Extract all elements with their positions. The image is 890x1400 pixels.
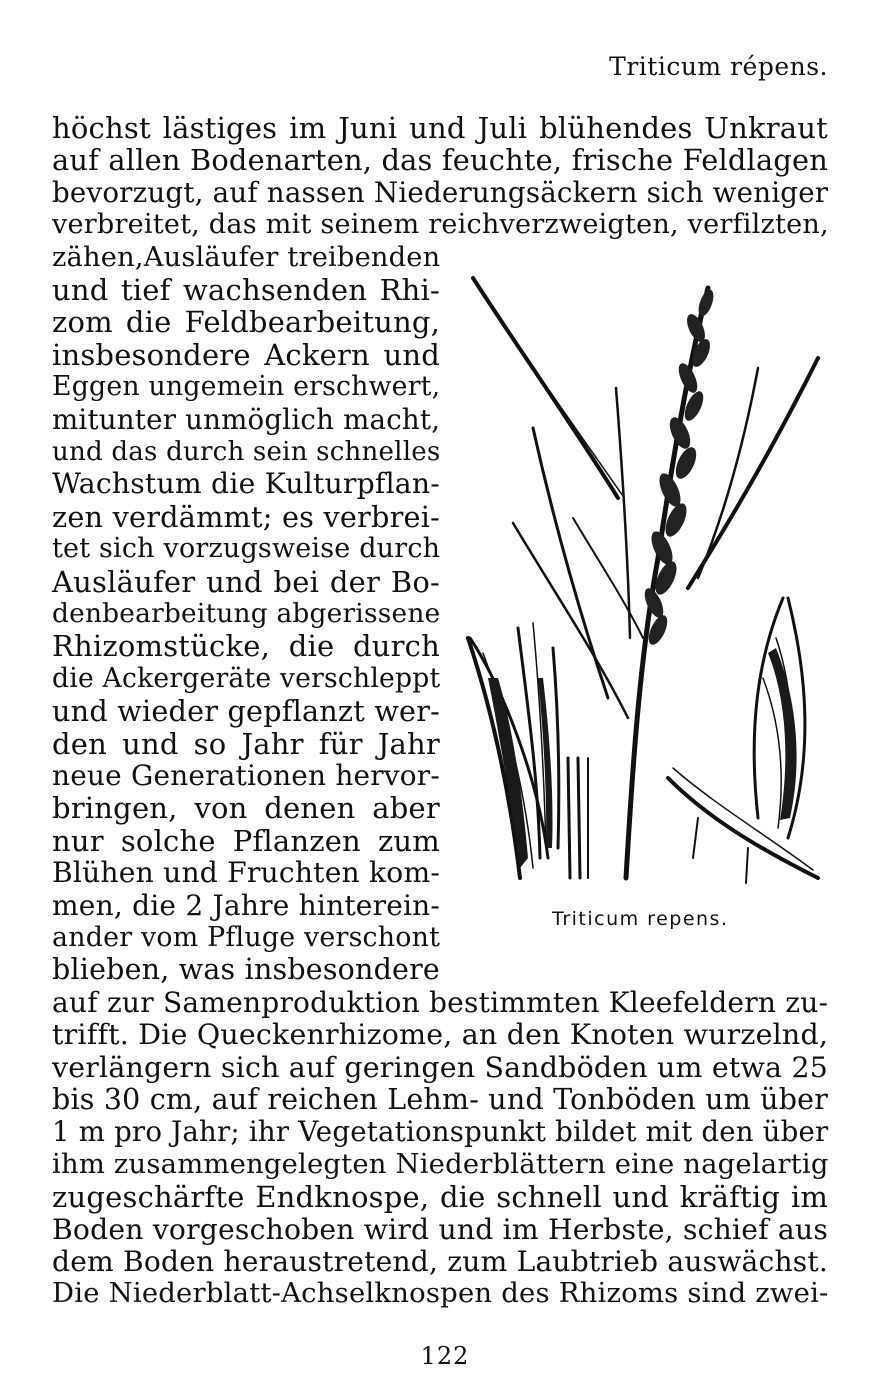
text-line: blieben, was insbesondere [52, 953, 440, 987]
text-line: bringen, von denen aber [52, 791, 440, 826]
text-line: verbreitet, das mit seinem reichverzweigten, verfilzten, [52, 209, 829, 241]
text-line: auf zur Samenproduktion bestimmten Kleefeldern zu- [52, 985, 829, 1019]
page-number: 122 [420, 1342, 470, 1370]
text-line: bis 30 cm, auf reichen Lehm- und Tonböden um über [52, 1083, 829, 1116]
text-line: zugeschärfte Endknospe, die schnell und kräftig im [52, 1180, 829, 1215]
text-line: neue Generationen hervor- [52, 759, 441, 792]
text-line: auf allen Bodenarten, das feuchte, frische Feldlagen [52, 143, 828, 178]
text-line: insbesondere Ackern und [52, 337, 441, 372]
grass-plant-illustration [458, 258, 836, 898]
text-line: höchst lästiges im Juni und Juli blühendes Unkraut [52, 111, 829, 145]
text-line: die Ackergeräte verschleppt [52, 662, 441, 694]
text-line: und wieder gepflanzt wer- [52, 694, 441, 729]
text-line: Ausläufer und bei der Bo- [52, 564, 441, 599]
text-line: zähen,Ausläufer treibenden [52, 241, 441, 273]
text-line: mitunter unmöglich macht, [52, 402, 441, 436]
figure-triticum [458, 258, 836, 898]
text-line: zom die Feldbearbeitung, [52, 305, 441, 340]
text-line: Boden vorgeschoben wird und im Herbste, schief aus [52, 1212, 828, 1246]
text-line: und das durch sein schnelles [52, 437, 441, 467]
figure-caption: Triticum repens. [552, 908, 729, 930]
text-line: Wachstum die Kulturpflan- [52, 467, 440, 501]
text-line: verlängern sich auf geringen Sandböden um etwa 25 [52, 1050, 828, 1084]
text-line: trifft. Die Queckenrhizome, an den Knoten wurzelnd, [52, 1018, 829, 1052]
text-line: tet sich vorzugsweise durch [52, 533, 441, 565]
text-line: bevorzugt, auf nassen Niederungsäckern sich weniger [52, 175, 829, 209]
text-line: zen verdämmt; es verbrei- [52, 499, 441, 534]
text-line: Blühen und Fruchten kom- [52, 856, 441, 890]
text-line: und tief wachsenden Rhi- [52, 273, 440, 307]
text-line: dem Boden heraustretend, zum Laubtrieb auswächst. [52, 1245, 829, 1278]
text-line: den und so Jahr für Jahr [52, 726, 440, 761]
running-head: Triticum répens. [609, 52, 828, 81]
text-line: Eggen ungemein erschwert, [52, 371, 441, 403]
text-line: Die Niederblatt-Achselknospen des Rhizoms sind zwei- [52, 1278, 829, 1310]
text-line: ihm zusammengelegten Niederblättern eine nagelartig [52, 1148, 829, 1180]
text-line: 1 m pro Jahr; ihr Vegetationspunkt bildet mit den über [52, 1115, 829, 1149]
text-line: men, die 2 Jahre hinterein- [52, 888, 441, 922]
text-line: ander vom Pfluge verschont [52, 922, 441, 953]
text-line: denbearbeitung abgerissene [52, 598, 441, 629]
text-line: Rhizomstücke, die durch [52, 629, 440, 664]
text-line: nur solche Pflanzen zum [52, 823, 441, 858]
